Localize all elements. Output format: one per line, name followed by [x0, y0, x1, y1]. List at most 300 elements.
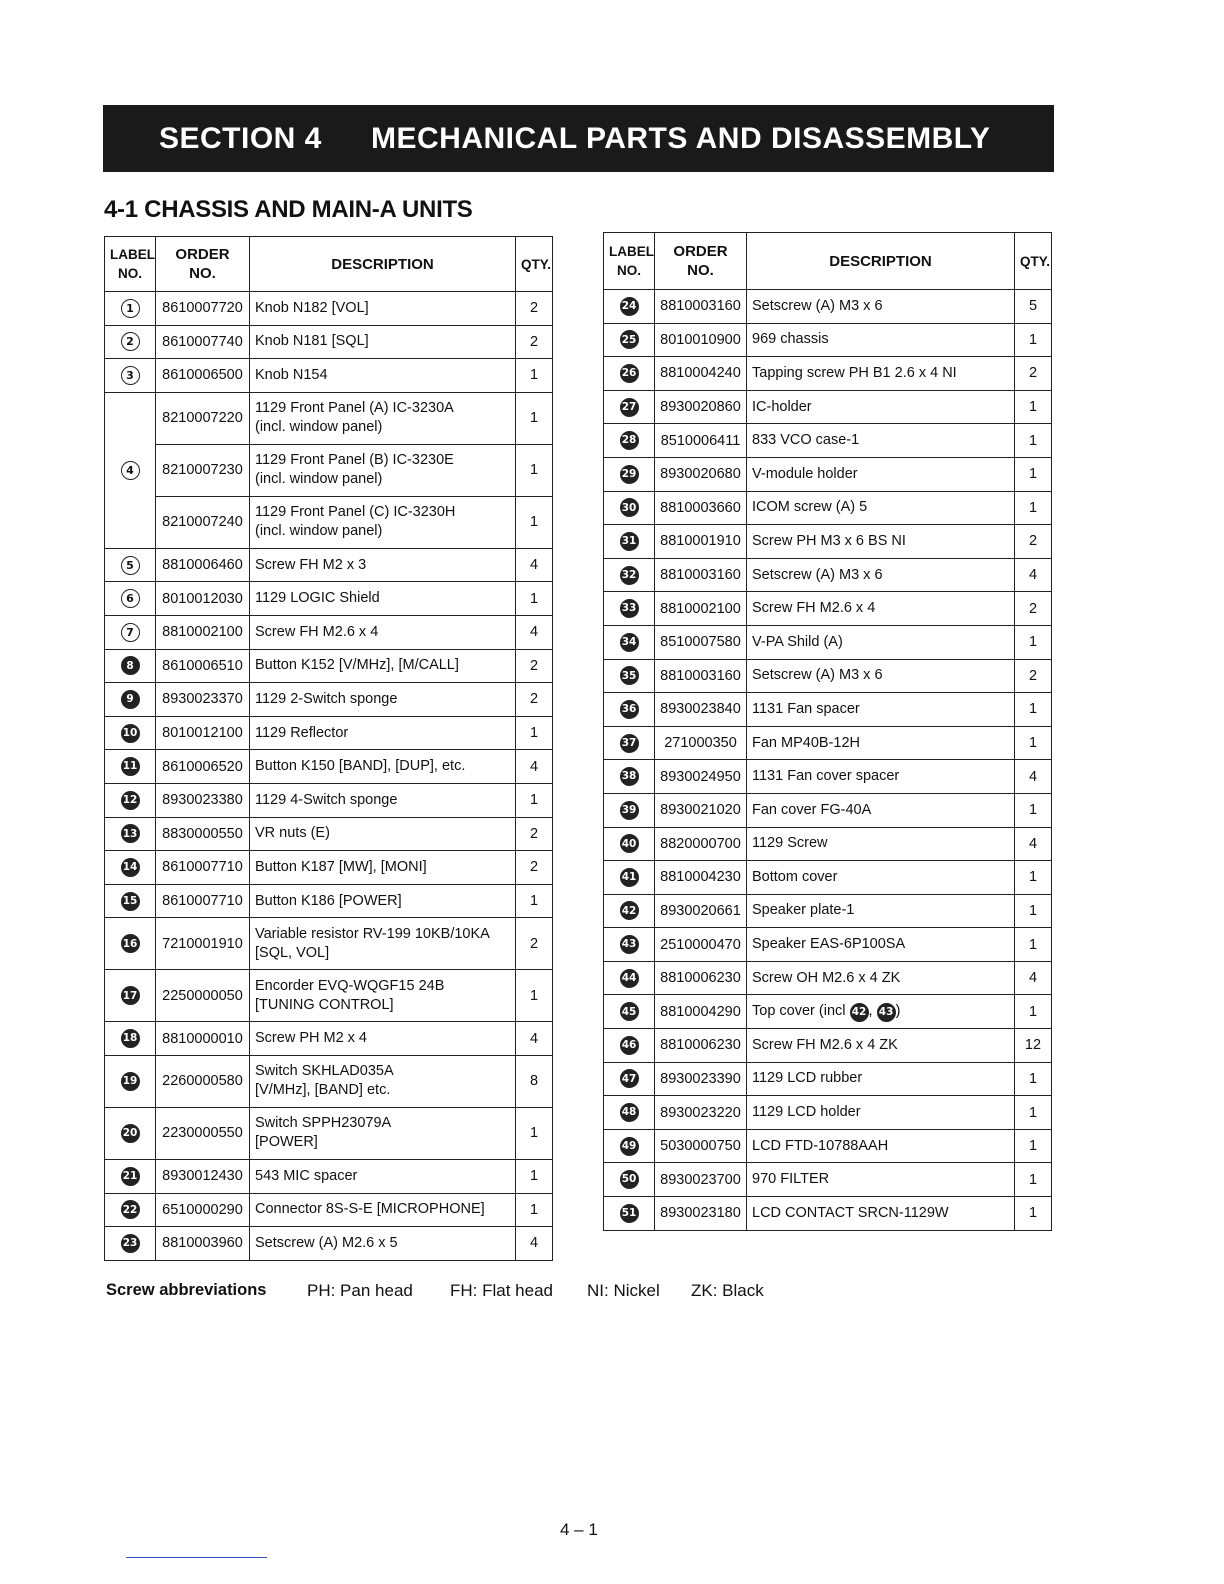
label-cell: [105, 884, 156, 918]
label-cell: [105, 783, 156, 817]
label-cell: [604, 525, 655, 559]
quantity-cell: 1: [1015, 457, 1052, 491]
label-cell: [105, 1193, 156, 1227]
description-line: [TUNING CONTROL]: [255, 996, 394, 1013]
description-line: Button K186 [POWER]: [255, 892, 402, 909]
quantity-cell: 1: [1015, 793, 1052, 827]
qty-header: QTY.: [1015, 233, 1052, 290]
page-number: 4 – 1: [560, 1520, 598, 1539]
table-row: [604, 827, 1052, 861]
table-row: [604, 457, 1052, 491]
label-number-icon: 6: [121, 589, 140, 608]
description-line: Button K150 [BAND], [DUP], etc.: [255, 758, 466, 775]
order-number-cell: 8810001910: [655, 525, 747, 559]
quantity-cell: 4: [516, 548, 553, 582]
label-number-icon: 2: [121, 332, 140, 351]
table-row: [604, 525, 1052, 559]
description-line: ICOM screw (A) 5: [752, 499, 868, 516]
quantity-cell: 4: [516, 1227, 553, 1261]
order-number-cell: 8830000550: [156, 817, 250, 851]
quantity-cell: 4: [516, 750, 553, 784]
label-number-icon: 50: [620, 1170, 639, 1189]
description-line: LCD FTD-10788AAH: [752, 1137, 889, 1154]
table-row: [105, 292, 553, 326]
quantity-cell: 1: [516, 582, 553, 616]
label-cell: [604, 793, 655, 827]
label-number-icon: 42: [620, 901, 639, 920]
order-number-cell: 8210007220: [156, 392, 250, 444]
quantity-cell: 2: [516, 851, 553, 885]
table-row: [105, 1022, 553, 1056]
table-row: [604, 1096, 1052, 1130]
order-number-cell: 2250000050: [156, 970, 250, 1022]
description-cell: [747, 1163, 1015, 1197]
order-number-cell: 2510000470: [655, 928, 747, 962]
description-line: Speaker EAS-6P100SA: [752, 936, 906, 953]
quantity-cell: 2: [516, 918, 553, 970]
label-number-icon: 44: [620, 969, 639, 988]
table-row: [604, 861, 1052, 895]
quantity-cell: 1: [516, 884, 553, 918]
description-line: Variable resistor RV-199 10KB/10KA: [255, 925, 490, 942]
quantity-cell: 2: [516, 683, 553, 717]
order-number-cell: 8820000700: [655, 827, 747, 861]
label-cell: [105, 716, 156, 750]
label-number-icon: 14: [121, 858, 140, 877]
order-number-cell: 8930023180: [655, 1197, 747, 1231]
label-cell: [105, 392, 156, 548]
label-header-line1: LABEL: [609, 244, 654, 259]
order-number-cell: 8210007240: [156, 496, 250, 548]
order-number-cell: 8010012100: [156, 716, 250, 750]
description-cell: [747, 827, 1015, 861]
label-number-icon: 48: [620, 1103, 639, 1122]
label-number-icon: 13: [121, 824, 140, 843]
description-cell: [747, 928, 1015, 962]
quantity-cell: 1: [1015, 726, 1052, 760]
label-cell: [604, 1129, 655, 1163]
table-row: [604, 390, 1052, 424]
description-line: [V/MHz], [BAND] etc.: [255, 1082, 391, 1099]
order-number-cell: 8610007710: [156, 851, 250, 885]
order-number-cell: 8610006520: [156, 750, 250, 784]
order-header-line1: ORDER: [175, 246, 230, 263]
table-row: [105, 392, 553, 444]
label-cell: [105, 1022, 156, 1056]
quantity-cell: 1: [516, 783, 553, 817]
description-cell: [747, 659, 1015, 693]
label-number-icon: 3: [121, 366, 140, 385]
abbrev-ph: PH: Pan head: [307, 1281, 413, 1300]
description-cell: [747, 592, 1015, 626]
table-row: [604, 659, 1052, 693]
description-line: IC-holder: [752, 398, 812, 415]
table-row: [105, 1159, 553, 1193]
order-number-cell: 8510006411: [655, 424, 747, 458]
label-number-icon: 30: [620, 498, 639, 517]
table-row: [604, 290, 1052, 324]
label-number-icon: 7: [121, 623, 140, 642]
quantity-cell: 1: [516, 392, 553, 444]
label-cell: [604, 592, 655, 626]
description-line: Screw PH M2 x 4: [255, 1030, 367, 1047]
description-cell: [747, 1129, 1015, 1163]
description-line: Knob N154: [255, 366, 328, 383]
description-line: Setscrew (A) M2.6 x 5: [255, 1234, 398, 1251]
description-line: 1129 LOGIC Shield: [255, 590, 380, 607]
label-number-icon: 11: [121, 757, 140, 776]
description-cell: [747, 1062, 1015, 1096]
label-number-icon: 22: [121, 1200, 140, 1219]
label-number-icon: 17: [121, 986, 140, 1005]
label-number-icon: 20: [121, 1124, 140, 1143]
label-number-icon: 38: [620, 767, 639, 786]
order-number-cell: 8930023370: [156, 683, 250, 717]
description-cell: [747, 357, 1015, 391]
order-number-cell: 8810000010: [156, 1022, 250, 1056]
label-number-icon: 28: [620, 431, 639, 450]
description-cell: [747, 1029, 1015, 1063]
label-number-icon: 12: [121, 791, 140, 810]
description-line: 1129 Front Panel (A) IC-3230A: [255, 400, 454, 417]
label-number-icon: 49: [620, 1137, 639, 1156]
table-row: [604, 693, 1052, 727]
abbrev-title: Screw abbreviations: [106, 1281, 267, 1299]
parts-table-right: [603, 232, 1052, 1231]
label-cell: [604, 760, 655, 794]
subsection-title: 4-1 CHASSIS AND MAIN-A UNITS: [104, 196, 473, 223]
label-cell: [105, 1107, 156, 1159]
table-row: [105, 1193, 553, 1227]
table-row: [604, 592, 1052, 626]
label-cell: [604, 1197, 655, 1231]
section-number: SECTION 4: [159, 122, 322, 155]
table-row: [105, 750, 553, 784]
quantity-cell: 1: [516, 716, 553, 750]
quantity-cell: 1: [1015, 1062, 1052, 1096]
order-number-cell: 8930023380: [156, 783, 250, 817]
description-line: Button K187 [MW], [MONI]: [255, 858, 427, 875]
description-line: Setscrew (A) M3 x 6: [752, 297, 883, 314]
order-number-cell: 8930023220: [655, 1096, 747, 1130]
label-header-line2: NO.: [117, 266, 142, 281]
order-number-cell: 8930021020: [655, 793, 747, 827]
label-number-icon: 31: [620, 532, 639, 551]
table-row: [604, 357, 1052, 391]
quantity-cell: 2: [516, 325, 553, 359]
description-cell: [747, 290, 1015, 324]
table-row: [105, 444, 553, 496]
quantity-cell: 1: [1015, 625, 1052, 659]
description-cell: [250, 716, 516, 750]
table-row: [105, 1227, 553, 1261]
description-cell: [747, 1096, 1015, 1130]
label-cell: [105, 851, 156, 885]
label-cell: [604, 1029, 655, 1063]
description-line: Tapping screw PH B1 2.6 x 4 NI: [752, 364, 957, 381]
order-header-line1: ORDER: [673, 243, 728, 260]
quantity-cell: 1: [1015, 424, 1052, 458]
description-line: (incl. window panel): [255, 419, 383, 436]
description-cell: [250, 1193, 516, 1227]
table-row: [105, 325, 553, 359]
description-line: Switch SKHLAD035A: [255, 1063, 394, 1080]
label-cell: [604, 693, 655, 727]
description-cell: [250, 970, 516, 1022]
description-line: 1129 4-Switch sponge: [255, 791, 398, 808]
quantity-cell: 1: [1015, 861, 1052, 895]
label-number-icon: 26: [620, 364, 639, 383]
order-header-line2: NO.: [687, 262, 714, 279]
order-number-cell: 8810002100: [156, 615, 250, 649]
order-number-cell: 8930024950: [655, 760, 747, 794]
table-row: [604, 1197, 1052, 1231]
order-number-cell: 8810004290: [655, 995, 747, 1029]
quantity-cell: 1: [1015, 323, 1052, 357]
section-banner: [103, 105, 1054, 172]
label-cell: [604, 995, 655, 1029]
description-line: 1129 LCD rubber: [752, 1070, 863, 1087]
description-cell: [250, 1055, 516, 1107]
description-line: 1129 Front Panel (C) IC-3230H: [255, 504, 456, 521]
quantity-cell: 1: [516, 496, 553, 548]
label-number-icon: 23: [121, 1234, 140, 1253]
quantity-cell: 1: [516, 970, 553, 1022]
order-number-cell: 8930020860: [655, 390, 747, 424]
description-line: Setscrew (A) M3 x 6: [752, 667, 883, 684]
description-line: Fan cover FG-40A: [752, 801, 872, 818]
description-line: Top cover (incl 42 , 43 ): [752, 1002, 1009, 1022]
label-number-icon: 8: [121, 656, 140, 675]
description-cell: [250, 750, 516, 784]
label-cell: [105, 325, 156, 359]
description-line: 1129 Reflector: [255, 724, 349, 741]
description-cell: [747, 625, 1015, 659]
description-cell: [250, 325, 516, 359]
order-number-cell: 8930023390: [655, 1062, 747, 1096]
label-cell: [604, 861, 655, 895]
label-number-icon: 29: [620, 465, 639, 484]
quantity-cell: 4: [1015, 827, 1052, 861]
label-number-icon: 37: [620, 734, 639, 753]
label-number-icon: 9: [121, 690, 140, 709]
order-number-cell: 8610007740: [156, 325, 250, 359]
description-cell: [250, 292, 516, 326]
label-cell: [105, 918, 156, 970]
table-row: [604, 424, 1052, 458]
abbrev-ni: NI: Nickel: [587, 1281, 660, 1300]
description-line: Setscrew (A) M3 x 6: [752, 566, 883, 583]
description-line: (incl. window panel): [255, 523, 383, 540]
order-number-cell: 8610007720: [156, 292, 250, 326]
label-header-line1: LABEL: [110, 247, 155, 262]
description-cell: [250, 683, 516, 717]
table-row: [604, 491, 1052, 525]
table-row: [604, 793, 1052, 827]
description-line: Knob N182 [VOL]: [255, 299, 369, 316]
label-cell: [604, 827, 655, 861]
order-number-cell: 8810004230: [655, 861, 747, 895]
description-line: Button K152 [V/MHz], [M/CALL]: [255, 657, 459, 674]
label-cell: [105, 970, 156, 1022]
quantity-cell: 4: [1015, 558, 1052, 592]
description-cell: [250, 783, 516, 817]
order-number-cell: 8010010900: [655, 323, 747, 357]
description-line: Bottom cover: [752, 868, 838, 885]
description-cell: [747, 491, 1015, 525]
label-number-icon: 36: [620, 700, 639, 719]
order-number-cell: 8930020680: [655, 457, 747, 491]
label-cell: [105, 649, 156, 683]
label-cell: [105, 359, 156, 393]
label-number-icon: 43: [620, 935, 639, 954]
table-row: [105, 582, 553, 616]
order-number-cell: 8810006230: [655, 961, 747, 995]
order-number-cell: 8930023840: [655, 693, 747, 727]
quantity-cell: 2: [1015, 659, 1052, 693]
label-cell: [604, 625, 655, 659]
table-row: [105, 783, 553, 817]
order-number-cell: 8810006460: [156, 548, 250, 582]
description-cell: [747, 424, 1015, 458]
abbrev-zk: ZK: Black: [691, 1281, 764, 1300]
label-number-icon: 15: [121, 892, 140, 911]
order-header: [156, 237, 250, 292]
table-row: [105, 615, 553, 649]
table-row: [105, 1055, 553, 1107]
label-number-icon: 5: [121, 556, 140, 575]
description-line: V-PA Shild (A): [752, 633, 843, 650]
label-number-icon: 19: [121, 1072, 140, 1091]
table-row: [105, 683, 553, 717]
quantity-cell: 1: [1015, 1096, 1052, 1130]
table-row: [105, 716, 553, 750]
description-line: Screw OH M2.6 x 4 ZK: [752, 969, 901, 986]
order-number-cell: 271000350: [655, 726, 747, 760]
description-line: Speaker plate-1: [752, 902, 855, 919]
description-cell: [747, 1197, 1015, 1231]
description-cell: [747, 995, 1015, 1029]
label-cell: [105, 1227, 156, 1261]
description-line: 543 MIC spacer: [255, 1167, 358, 1184]
description-line: Screw FH M2.6 x 4: [752, 600, 876, 617]
label-cell: [604, 457, 655, 491]
description-cell: [250, 851, 516, 885]
table-row: [604, 625, 1052, 659]
label-header-line2: NO.: [616, 263, 641, 278]
order-number-cell: 8810004240: [655, 357, 747, 391]
table-row: [604, 760, 1052, 794]
description-line: (incl. window panel): [255, 471, 383, 488]
table-row: [604, 995, 1052, 1029]
order-number-cell: 8510007580: [655, 625, 747, 659]
quantity-cell: 2: [1015, 592, 1052, 626]
description-line: LCD CONTACT SRCN-1129W: [752, 1204, 949, 1221]
quantity-cell: 1: [1015, 1197, 1052, 1231]
label-cell: [604, 491, 655, 525]
label-number-icon: 47: [620, 1069, 639, 1088]
quantity-cell: 1: [1015, 995, 1052, 1029]
description-cell: [250, 649, 516, 683]
label-cell: [105, 615, 156, 649]
quantity-cell: 1: [1015, 928, 1052, 962]
table-row: [604, 558, 1052, 592]
description-cell: [747, 961, 1015, 995]
label-number-icon: 39: [620, 801, 639, 820]
description-cell: [250, 582, 516, 616]
label-cell: [604, 390, 655, 424]
description-line: Screw PH M3 x 6 BS NI: [752, 532, 906, 549]
description-cell: [747, 457, 1015, 491]
label-cell: [604, 659, 655, 693]
parts-table-left: [104, 236, 553, 1261]
quantity-cell: 4: [516, 1022, 553, 1056]
description-line: Encorder EVQ-WQGF15 24B: [255, 977, 445, 994]
quantity-cell: 2: [1015, 525, 1052, 559]
table-row: [105, 851, 553, 885]
quantity-cell: 4: [1015, 961, 1052, 995]
quantity-cell: 4: [516, 615, 553, 649]
qty-header: QTY.: [516, 237, 553, 292]
label-cell: [604, 726, 655, 760]
footer-link-line: [126, 1557, 267, 1558]
description-line: 1131 Fan spacer: [752, 700, 860, 717]
order-number-cell: 5030000750: [655, 1129, 747, 1163]
label-number-icon: 1: [121, 299, 140, 318]
label-cell: [604, 1163, 655, 1197]
label-number-icon: 45: [620, 1002, 639, 1021]
label-number-icon: 18: [121, 1029, 140, 1048]
label-number-icon: 27: [620, 398, 639, 417]
quantity-cell: 1: [1015, 1163, 1052, 1197]
label-cell: [604, 1096, 655, 1130]
description-line: VR nuts (E): [255, 825, 330, 842]
table-row: [604, 323, 1052, 357]
order-number-cell: 6510000290: [156, 1193, 250, 1227]
quantity-cell: 1: [516, 444, 553, 496]
label-cell: [105, 548, 156, 582]
table-row: [105, 918, 553, 970]
description-cell: [250, 884, 516, 918]
order-number-cell: 8810003160: [655, 659, 747, 693]
description-line: Screw FH M2 x 3: [255, 556, 367, 573]
description-cell: [747, 861, 1015, 895]
label-cell: [105, 683, 156, 717]
label-number-icon: 24: [620, 297, 639, 316]
description-line: 1129 2-Switch sponge: [255, 690, 398, 707]
description-line: [SQL, VOL]: [255, 944, 330, 961]
order-header: [655, 233, 747, 290]
order-number-cell: 8810003160: [655, 290, 747, 324]
quantity-cell: 1: [1015, 491, 1052, 525]
label-cell: [105, 1055, 156, 1107]
label-number-icon: 46: [620, 1036, 639, 1055]
description-cell: [747, 726, 1015, 760]
label-number-icon: 21: [121, 1167, 140, 1186]
label-cell: [604, 558, 655, 592]
label-number-icon: 42: [850, 1003, 869, 1022]
description-cell: [250, 918, 516, 970]
description-line: [POWER]: [255, 1134, 318, 1151]
order-number-cell: 8610006510: [156, 649, 250, 683]
table-row: [604, 894, 1052, 928]
description-line: 1129 Screw: [752, 835, 828, 852]
table-row: [105, 884, 553, 918]
label-number-icon: 16: [121, 934, 140, 953]
table-row: [105, 970, 553, 1022]
table-row: [604, 961, 1052, 995]
description-cell: [747, 693, 1015, 727]
